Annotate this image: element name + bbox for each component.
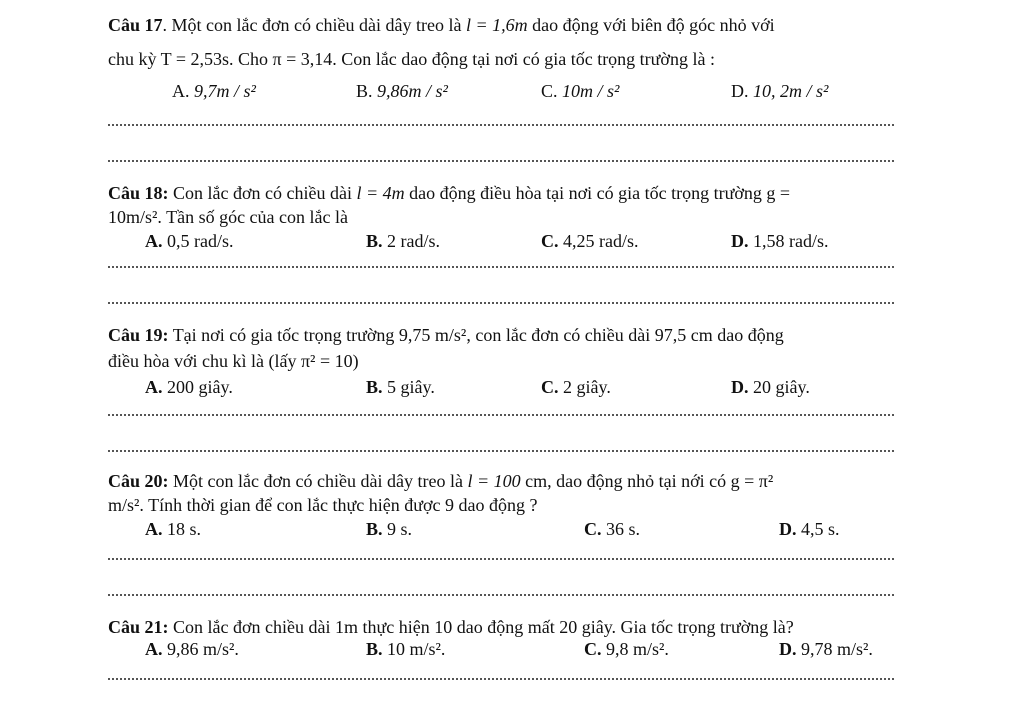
answer-line [108,594,894,596]
question-18-option-a[interactable]: A. 0,5 rad/s. [145,231,234,251]
question-17-text: . Một con lắc đơn có chiều dài dây treo là [162,15,466,35]
question-21-option-a[interactable]: A. 9,86 m/s². [145,639,239,659]
answer-line [108,450,894,452]
question-20-option-b[interactable]: B. 9 s. [366,519,413,539]
question-20-label: Câu 20: [108,471,169,491]
question-17-option-b[interactable]: B. 9,86m / s² [356,81,448,101]
question-20-line-1: Câu 20: Một con lắc đơn có chiều dài dây treo là l = 100 cm, dao động nhỏ tại nới có g = π² [108,471,774,491]
question-19-line-1: Câu 19: Tại nơi có gia tốc trọng trường 9,75 m/s², con lắc đơn có chiều dài 97,5 cm dao động [108,325,784,345]
answer-line [108,266,894,268]
question-20-option-d[interactable]: D. 4,5 s. [779,519,840,539]
answer-line [108,302,894,304]
answer-line [108,124,894,126]
question-18-option-b[interactable]: B. 2 rad/s. [366,231,441,251]
question-19-option-b[interactable]: B. 5 giây. [366,377,435,397]
question-21-option-b[interactable]: B. 10 m/s². [366,639,446,659]
question-19-option-c[interactable]: C. 2 giây. [541,377,611,397]
question-17-label: Câu 17 [108,15,163,35]
question-20-option-a[interactable]: A. 18 s. [145,519,202,539]
question-20-option-c[interactable]: C. 36 s. [584,519,641,539]
answer-line [108,678,894,680]
question-21-line-1: Câu 21: Con lắc đơn chiều dài 1m thực hiện 10 dao động mất 20 giây. Gia tốc trọng trường là? [108,617,794,637]
question-17-option-d[interactable]: D. 10, 2m / s² [731,81,829,101]
question-18-line-2: 10m/s². Tần số góc của con lắc là [108,207,348,227]
answer-line [108,414,894,416]
question-19-label: Câu 19: [108,325,169,345]
question-17-math: l = 1,6m [465,15,528,35]
question-17-option-c[interactable]: C. 10m / s² [541,81,620,101]
question-17-line-1 [108,16,775,34]
answer-line [108,558,894,560]
question-18-option-d[interactable]: D. 1,58 rad/s. [731,231,829,251]
question-20-line-2: m/s². Tính thời gian để con lắc thực hiện được 9 dao động ? [108,495,538,515]
question-18-line-1: Câu 18: Con lắc đơn có chiều dài l = 4m dao động điều hòa tại nơi có gia tốc trọng trường g = [108,183,791,203]
question-18-option-c[interactable]: C. 4,25 rad/s. [541,231,639,251]
question-21-option-c[interactable]: C. 9,8 m/s². [584,639,669,659]
question-17-line-2: chu kỳ T = 2,53s. Cho π = 3,14. Con lắc dao động tại nơi có gia tốc trọng trường là : [108,49,715,69]
question-21-option-d[interactable]: D. 9,78 m/s². [779,639,873,659]
question-17-option-a[interactable]: A. 9,7m / s² [172,81,256,101]
question-19-line-2: điều hòa với chu kì là (lấy π² = 10) [108,351,359,371]
answer-line [108,160,894,162]
question-19-option-d[interactable]: D. 20 giây. [731,377,810,397]
question-21-label: Câu 21: [108,617,169,637]
question-17-text-tail: dao động với biên độ góc nhỏ với [527,15,775,35]
question-18-label: Câu 18: [108,183,169,203]
question-19-option-a[interactable]: A. 200 giây. [145,377,233,397]
